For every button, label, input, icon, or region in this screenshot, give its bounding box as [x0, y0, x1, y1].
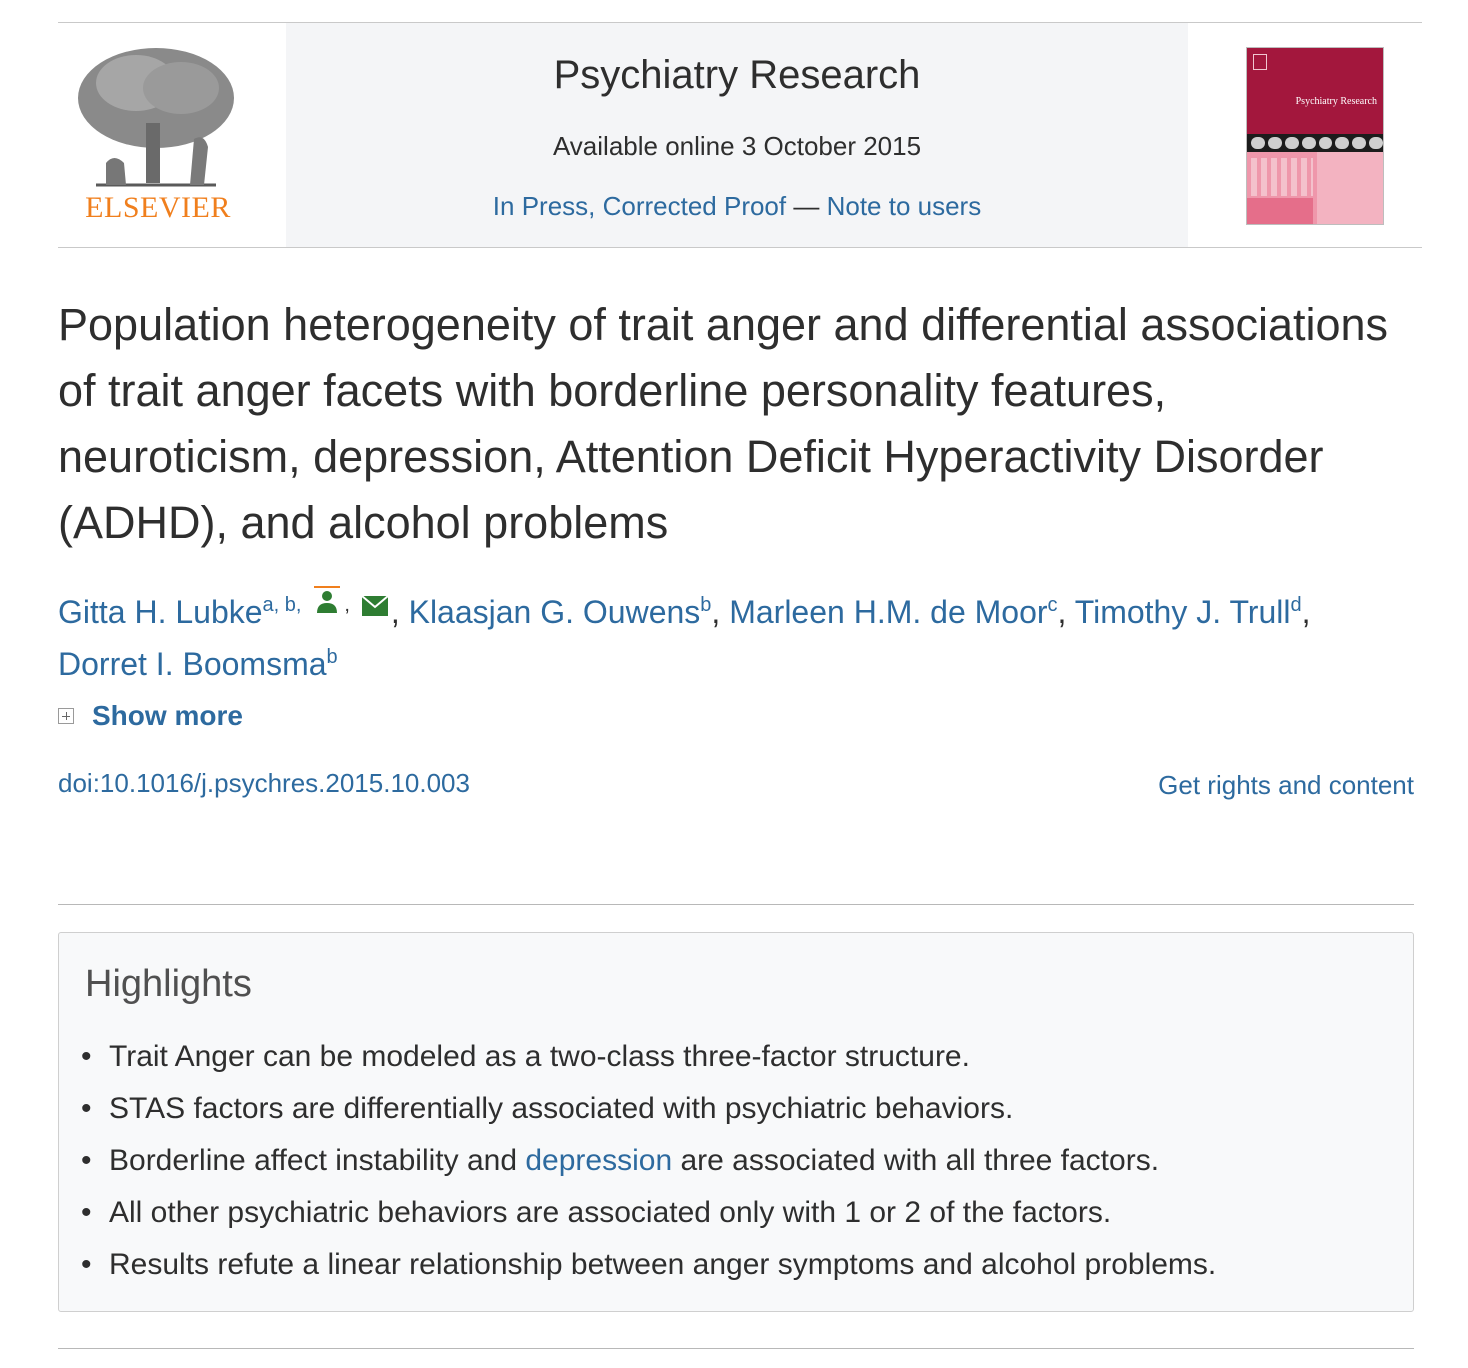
status-separator: — — [786, 191, 827, 221]
in-press-link[interactable]: In Press, Corrected Proof — [492, 191, 787, 221]
author-affiliation[interactable]: a, b, — [262, 594, 302, 616]
journal-info — [286, 23, 1188, 247]
highlights-box — [58, 932, 1414, 1312]
author-name[interactable]: Marleen H.M. de Moor — [729, 594, 1048, 630]
highlight-item — [81, 1187, 1216, 1239]
highlights-list — [81, 1031, 1216, 1291]
author-affiliation[interactable]: b — [326, 646, 338, 668]
highlight-text: All other psychiatric behaviors are associated only with 1 or 2 of the factors. — [109, 1196, 1112, 1229]
section-divider — [58, 904, 1414, 905]
author-name[interactable]: Timothy J. Trull — [1074, 594, 1291, 630]
icon-separator: , — [344, 594, 350, 616]
highlight-text: Borderline affect instability and — [109, 1144, 526, 1177]
author-separator: , — [711, 594, 730, 630]
journal-cover-thumbnail[interactable] — [1246, 47, 1384, 225]
note-to-users-link[interactable]: Note to users — [826, 191, 982, 221]
cover-top — [1247, 48, 1383, 134]
highlights-heading: Highlights — [85, 963, 252, 1005]
tree-icon — [76, 43, 236, 193]
get-rights-link[interactable]: Get rights and content — [1158, 770, 1414, 800]
person-icon[interactable] — [312, 580, 342, 632]
expand-plus-icon — [58, 708, 74, 724]
highlight-text: Results refute a linear relationship between anger symptoms and alcohol problems. — [109, 1248, 1217, 1281]
highlight-item — [81, 1135, 1216, 1187]
section-divider — [58, 1348, 1414, 1349]
show-more-label: Show more — [92, 700, 243, 731]
journal-title[interactable]: Psychiatry Research — [553, 53, 921, 97]
highlight-item — [81, 1031, 1216, 1083]
email-icon[interactable] — [361, 580, 389, 632]
article-title: Population heterogeneity of trait anger and differential associations of trait anger facets with borderline personality features, neuroticism, depression, Attention Deficit Hyperactivity Disorder (ADHD), and alcohol problems — [58, 299, 1389, 548]
elsevier-logo[interactable] — [58, 23, 286, 247]
author-affiliation[interactable]: b — [700, 594, 712, 616]
show-more-button[interactable] — [58, 700, 243, 732]
author-name[interactable]: Dorret I. Boomsma — [58, 646, 327, 682]
author-separator: , — [390, 594, 409, 630]
cover-title: Psychiatry Research — [1295, 96, 1377, 107]
highlight-item — [81, 1239, 1216, 1291]
article-status — [286, 191, 1188, 222]
highlight-text: are associated with all three factors. — [672, 1144, 1160, 1177]
elsevier-wordmark: ELSEVIER — [85, 191, 231, 224]
highlight-text: Trait Anger can be modeled as a two-class three-factor structure. — [109, 1040, 970, 1073]
author-affiliation[interactable]: c — [1047, 594, 1058, 616]
author-name[interactable]: Klaasjan G. Ouwens — [408, 594, 701, 630]
cover-image-strip — [1247, 134, 1383, 152]
author-list — [58, 580, 1398, 690]
highlight-item — [81, 1083, 1216, 1135]
available-online-date: Available online 3 October 2015 — [552, 131, 922, 161]
author-separator: , — [1057, 594, 1075, 630]
author-name[interactable]: Gitta H. Lubke — [58, 594, 263, 630]
depression-link[interactable]: depression — [525, 1144, 673, 1177]
publication-header — [58, 22, 1422, 248]
doi-link[interactable]: doi:10.1016/j.psychres.2015.10.003 — [58, 768, 470, 798]
author-separator: , — [1301, 594, 1311, 630]
highlight-text: STAS factors are differentially associated with psychiatric behaviors. — [109, 1092, 1014, 1125]
author-affiliation[interactable]: d — [1290, 594, 1302, 616]
cover-logo-icon — [1253, 54, 1267, 70]
cover-bottom-art — [1247, 152, 1383, 225]
